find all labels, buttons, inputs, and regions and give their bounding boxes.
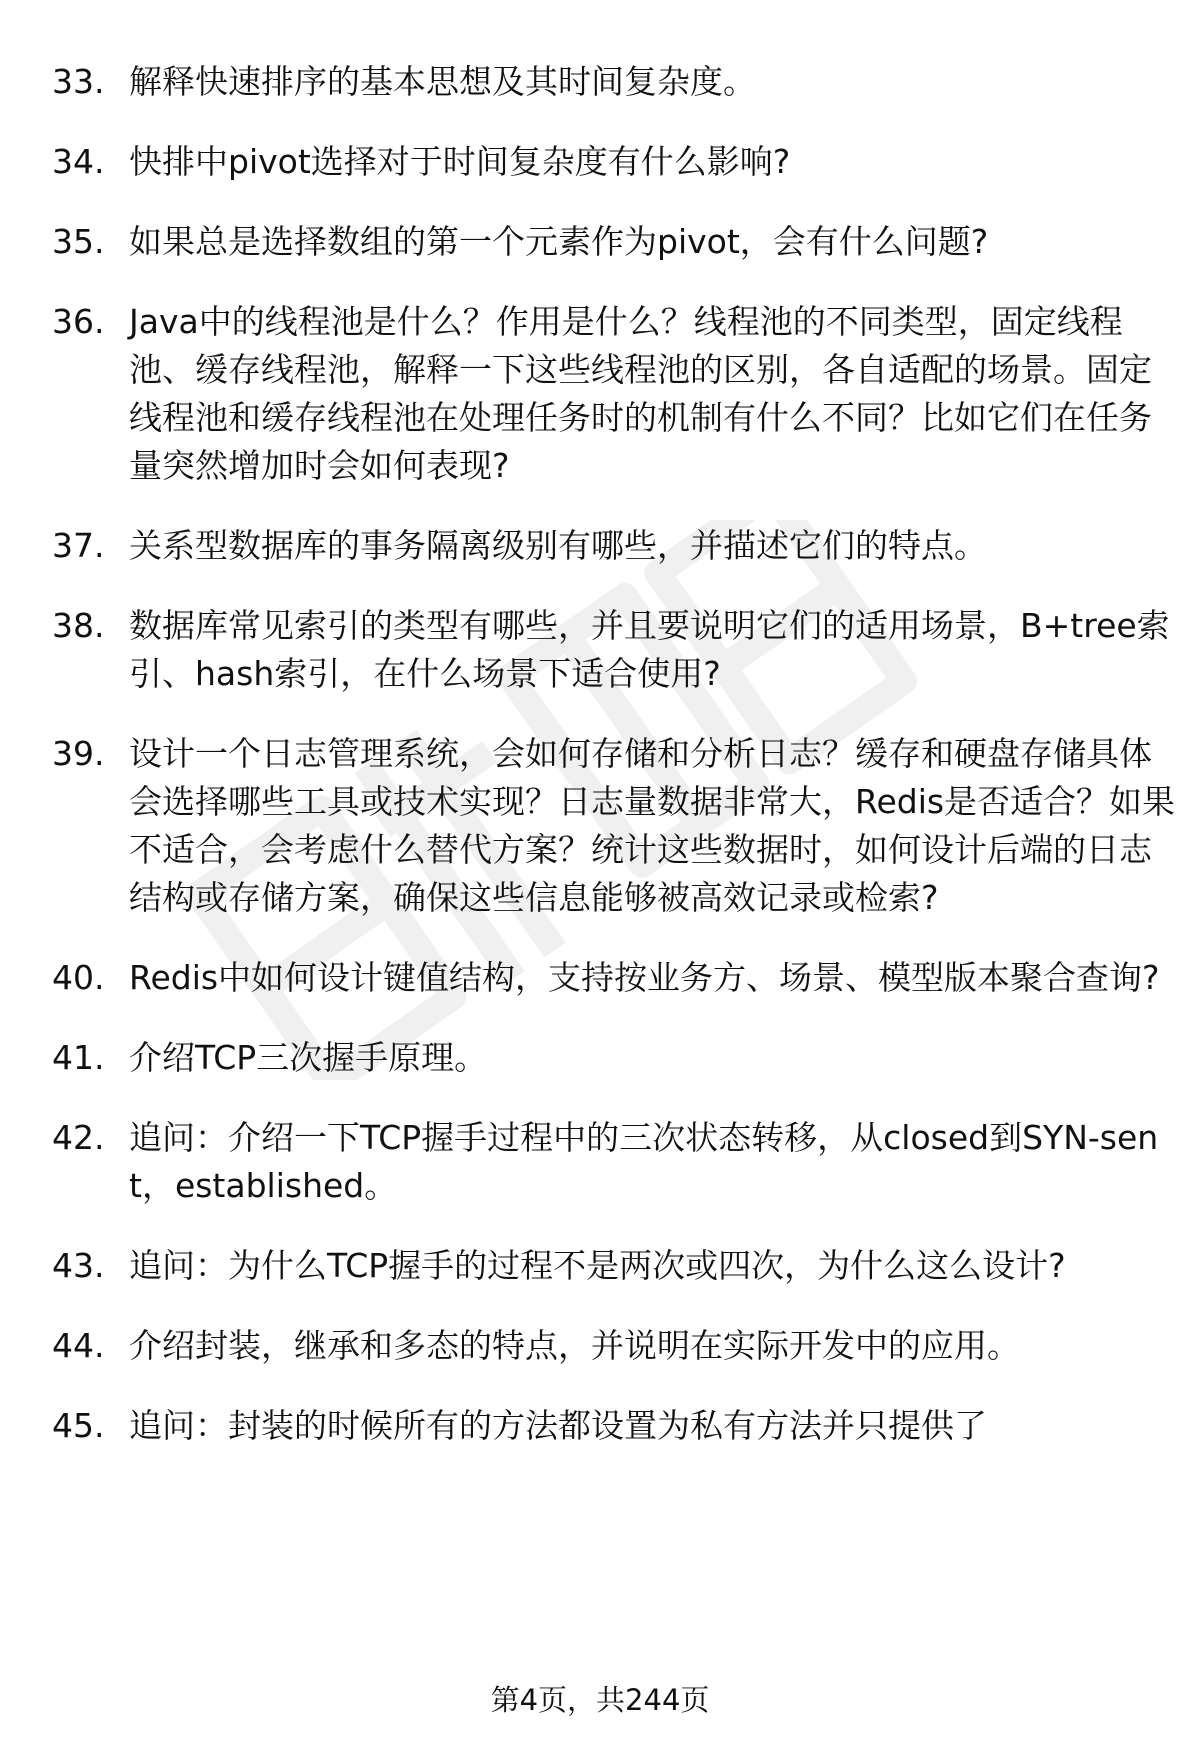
- list-item: [0, 730, 1200, 922]
- question-text: Redis中如何设计键值结构，支持按业务方、场景、模型版本聚合查询?: [129, 958, 1160, 997]
- question-number: 33.: [52, 62, 105, 101]
- question-list: [0, 58, 1200, 1482]
- question-text: 追问：为什么TCP握手的过程不是两次或四次，为什么这么设计?: [129, 1246, 1066, 1285]
- question-number: 41.: [52, 1038, 105, 1077]
- question-text: 快排中pivot选择对于时间复杂度有什么影响?: [129, 142, 791, 181]
- question-text: 解释快速排序的基本思想及其时间复杂度。: [129, 62, 756, 101]
- list-item: [0, 1322, 1200, 1370]
- list-item: [0, 954, 1200, 1002]
- question-number: 37.: [52, 526, 105, 565]
- question-text: 数据库常见索引的类型有哪些，并且要说明它们的适用场景，B+tree索引、hash索引，在什么场景下适合使用?: [129, 606, 1170, 693]
- question-text: Java中的线程池是什么？作用是什么？线程池的不同类型，固定线程池、缓存线程池，解释一下这些线程池的区别，各自适配的场景。固定线程池和缓存线程池在处理任务时的机制有什么不同？比如它们在任务量突然增加时会如何表现?: [129, 302, 1152, 485]
- question-number: 34.: [52, 142, 105, 181]
- list-item: [0, 1114, 1200, 1210]
- question-text: 介绍封装，继承和多态的特点，并说明在实际开发中的应用。: [129, 1326, 1020, 1365]
- question-text: 追问：封装的时候所有的方法都设置为私有方法并只提供了: [129, 1406, 987, 1445]
- list-item: [0, 58, 1200, 106]
- list-item: [0, 218, 1200, 266]
- question-number: 43.: [52, 1246, 105, 1285]
- list-item: [0, 522, 1200, 570]
- question-number: 36.: [52, 302, 105, 341]
- list-item: [0, 1034, 1200, 1082]
- question-text: 追问：介绍一下TCP握手过程中的三次状态转移，从closed到SYN-sent，established。: [129, 1118, 1159, 1205]
- list-item: [0, 138, 1200, 186]
- question-text: 关系型数据库的事务隔离级别有哪些，并描述它们的特点。: [129, 526, 987, 565]
- question-number: 45.: [52, 1406, 105, 1445]
- question-text: 设计一个日志管理系统，会如何存储和分析日志？缓存和硬盘存储具体会选择哪些工具或技术实现？日志量数据非常大，Redis是否适合？如果不适合，会考虑什么替代方案？统计这些数据时，如何设计后端的日志结构或存储方案，确保这些信息能够被高效记录或检索?: [129, 734, 1176, 917]
- list-item: [0, 1402, 1200, 1450]
- list-item: [0, 1242, 1200, 1290]
- question-number: 42.: [52, 1118, 105, 1157]
- page-number: 第4页，共244页: [490, 1683, 710, 1717]
- list-item: [0, 602, 1200, 698]
- question-text: 如果总是选择数组的第一个元素作为pivot，会有什么问题?: [129, 222, 989, 261]
- question-number: 35.: [52, 222, 105, 261]
- question-number: 39.: [52, 734, 105, 773]
- question-number: 40.: [52, 958, 105, 997]
- question-text: 介绍TCP三次握手原理。: [129, 1038, 488, 1077]
- list-item: [0, 298, 1200, 490]
- question-number: 44.: [52, 1326, 105, 1365]
- question-number: 38.: [52, 606, 105, 645]
